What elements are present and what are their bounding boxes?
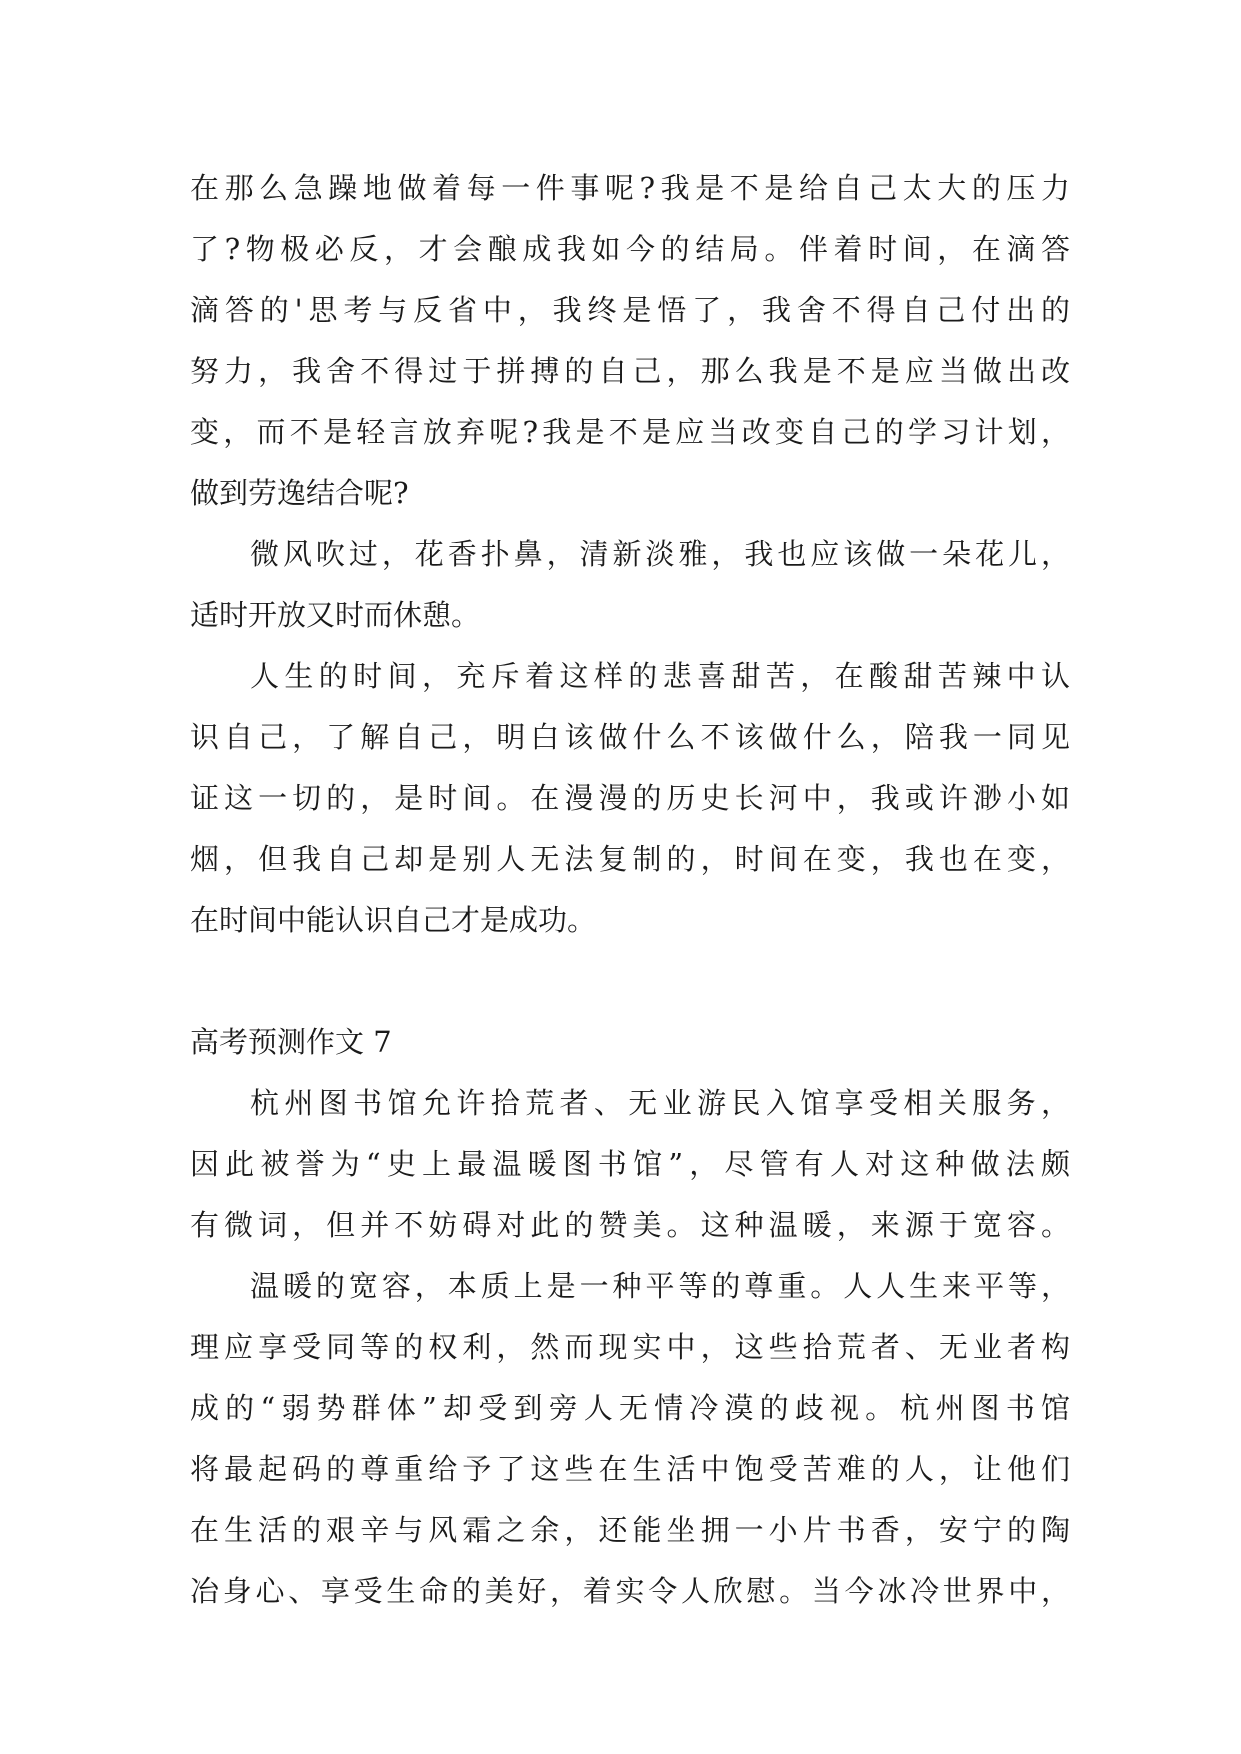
text-line: 在时间中能认识自己才是成功。 bbox=[190, 903, 597, 937]
document-body bbox=[190, 158, 1070, 1622]
text-line: 证这一切的，是时间。在漫漫的历史长河中，我或许渺小如 bbox=[190, 781, 1070, 815]
text-line: 滴答的'思考与反省中，我终是悟了，我舍不得自己付出的 bbox=[190, 293, 1070, 327]
text-line: 变，而不是轻言放弃呢?我是不是应当改变自己的学习计划， bbox=[190, 415, 1070, 449]
paragraph-breeze bbox=[190, 524, 1070, 646]
text-line: 在生活的艰辛与风霜之余，还能坐拥一小片书香，安宁的陶 bbox=[190, 1513, 1070, 1547]
text-line: 了?物极必反，才会酿成我如今的结局。伴着时间，在滴答 bbox=[190, 232, 1070, 266]
text-line: 微风吹过，花香扑鼻，清新淡雅，我也应该做一朵花儿， bbox=[250, 537, 1070, 571]
text-line: 将最起码的尊重给予了这些在生活中饱受苦难的人，让他们 bbox=[190, 1452, 1070, 1486]
paragraph-continuation bbox=[190, 158, 1070, 524]
paragraph-time bbox=[190, 646, 1070, 951]
text-line: 适时开放又时而休憩。 bbox=[190, 598, 481, 632]
text-line: 因此被誉为“史上最温暖图书馆”，尽管有人对这种做法颇 bbox=[190, 1147, 1070, 1181]
text-line: 在那么急躁地做着每一件事呢?我是不是给自己太大的压力 bbox=[190, 171, 1070, 205]
text-line: 识自己，了解自己，明白该做什么不该做什么，陪我一同见 bbox=[190, 720, 1070, 754]
text-line: 理应享受同等的权利，然而现实中，这些拾荒者、无业者构 bbox=[190, 1330, 1070, 1364]
text-line: 做到劳逸结合呢? bbox=[190, 476, 409, 510]
text-line: 努力，我舍不得过于拼搏的自己，那么我是不是应当做出改 bbox=[190, 354, 1070, 388]
paragraph-tolerance bbox=[190, 1256, 1070, 1622]
paragraph-library bbox=[190, 1073, 1070, 1256]
section-heading: 高考预测作文 7 bbox=[190, 1025, 392, 1059]
text-line: 冶身心、享受生命的美好，着实令人欣慰。当今冰冷世界中， bbox=[190, 1574, 1070, 1608]
text-line: 成的“弱势群体”却受到旁人无情冷漠的歧视。杭州图书馆 bbox=[190, 1391, 1070, 1425]
text-line: 有微词，但并不妨碍对此的赞美。这种温暖，来源于宽容。 bbox=[190, 1208, 1070, 1242]
text-line: 烟，但我自己却是别人无法复制的，时间在变，我也在变， bbox=[190, 842, 1070, 876]
text-line: 温暖的宽容，本质上是一种平等的尊重。人人生来平等， bbox=[250, 1269, 1070, 1303]
text-line: 杭州图书馆允许拾荒者、无业游民入馆享受相关服务， bbox=[250, 1086, 1070, 1120]
text-line: 人生的时间，充斥着这样的悲喜甜苦，在酸甜苦辣中认 bbox=[250, 659, 1070, 693]
